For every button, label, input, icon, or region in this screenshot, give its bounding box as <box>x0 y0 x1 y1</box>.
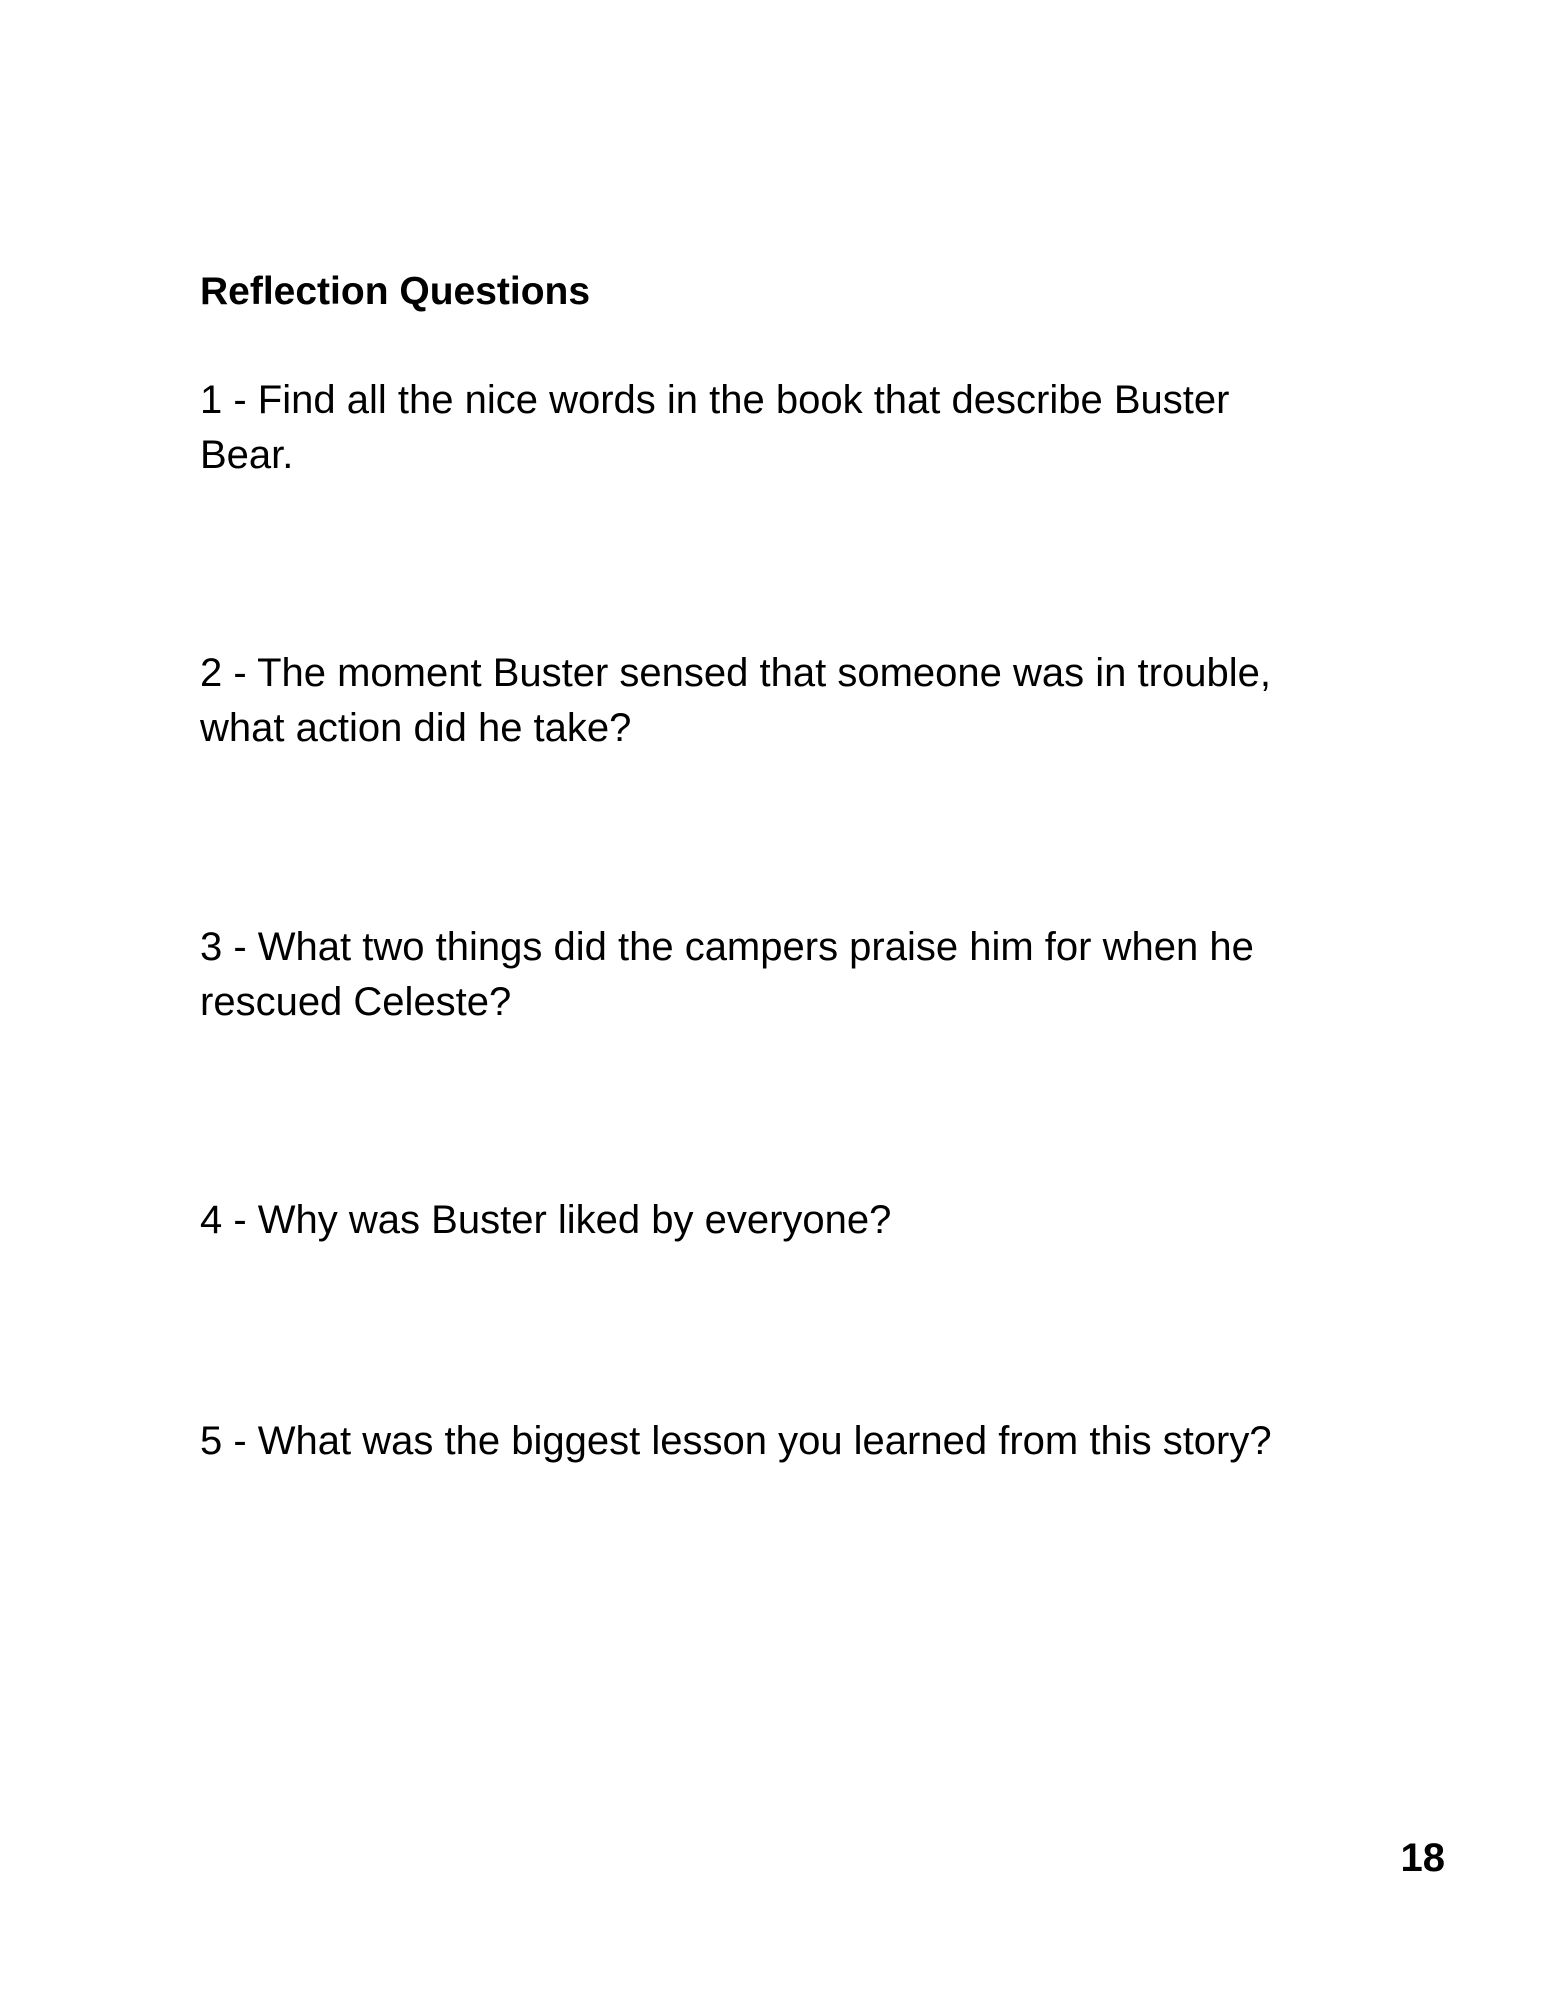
question-4: 4 - Why was Buster liked by everyone? <box>200 1198 892 1242</box>
section-heading: Reflection Questions <box>200 270 591 313</box>
question-1: 1 - Find all the nice words in the book that describe Buster Bear. <box>200 378 1230 477</box>
question-2: 2 - The moment Buster sensed that someone was in trouble, what action did he take? <box>200 651 1271 750</box>
question-3: 3 - What two things did the campers praise him for when he rescued Celeste? <box>200 925 1254 1024</box>
page-number: 18 <box>1400 1836 1445 1880</box>
question-5: 5 - What was the biggest lesson you learned from this story? <box>200 1419 1272 1463</box>
